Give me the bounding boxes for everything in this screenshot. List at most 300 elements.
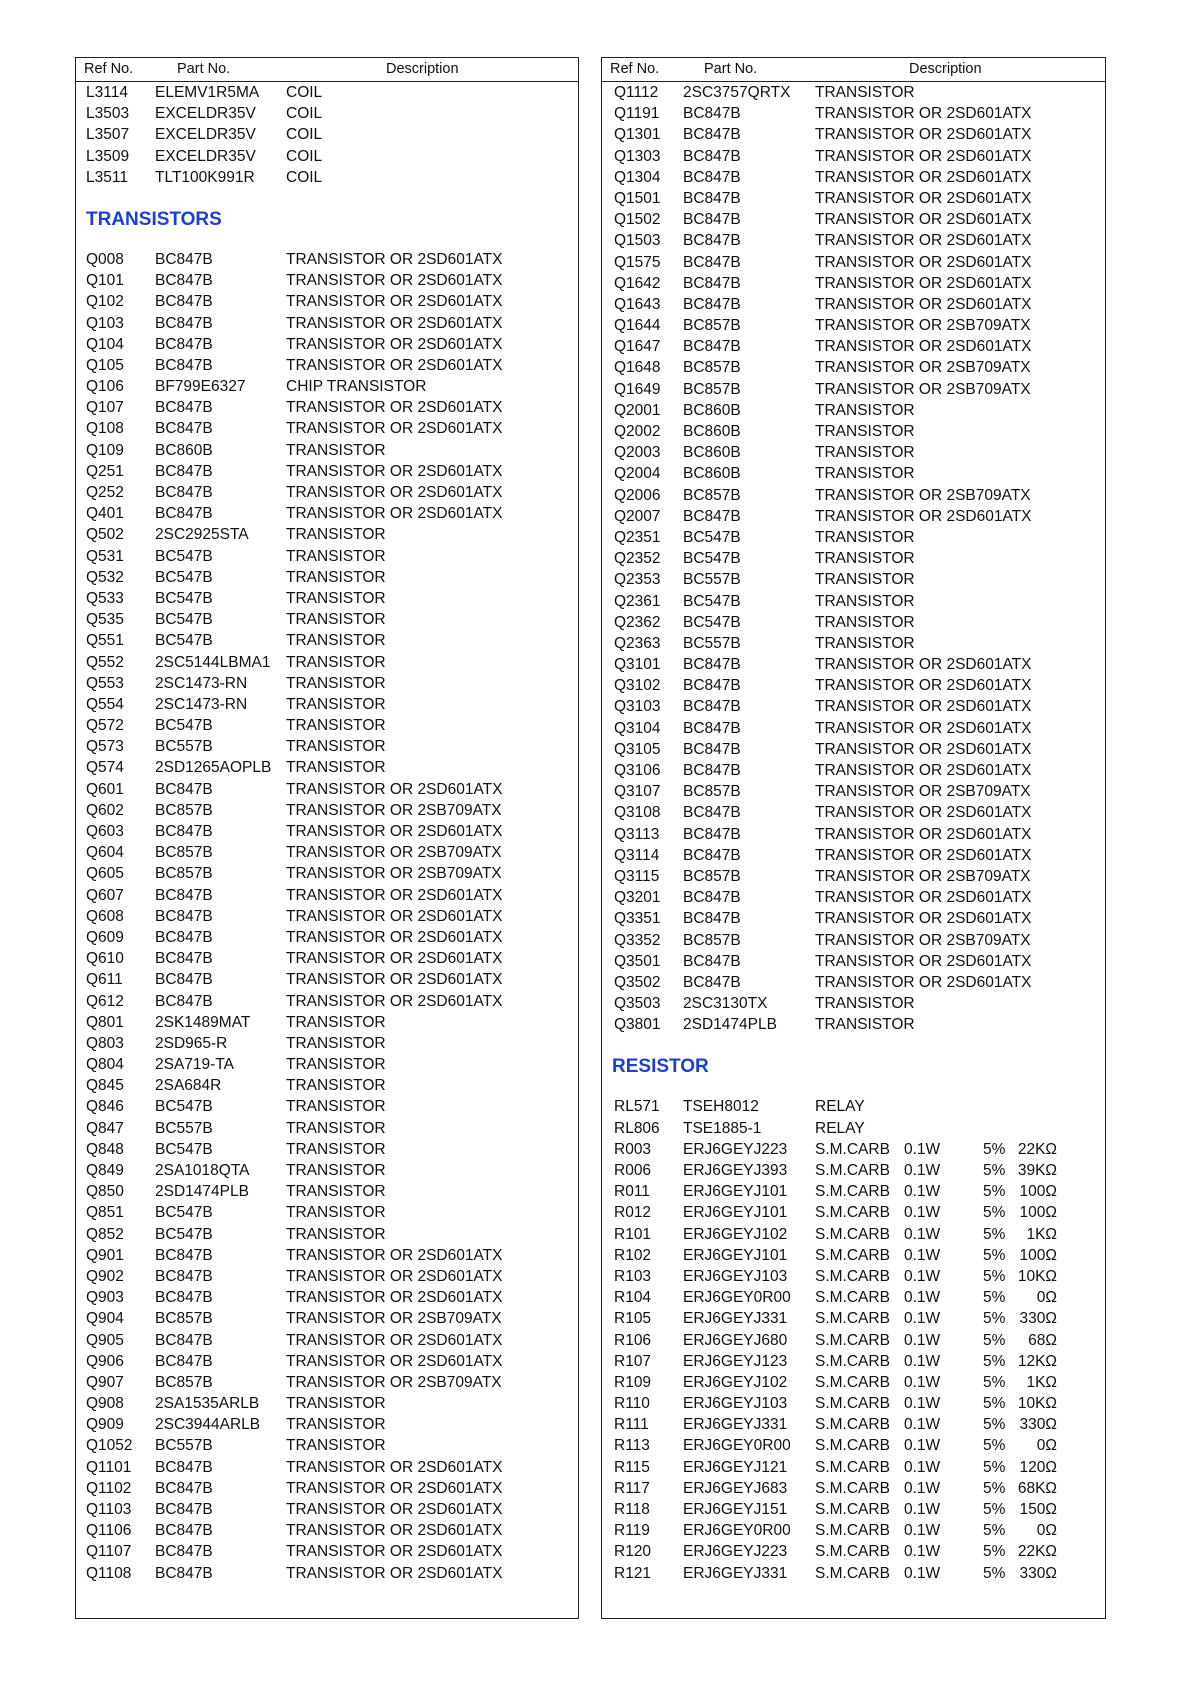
section-title-transistors: TRANSISTORS [86,208,222,230]
cell-ref: Q1643 [614,295,661,313]
cell-ref: Q803 [86,1034,124,1052]
cell-desc: TRANSISTOR OR 2SD601ATX [286,1522,503,1540]
table-row [602,188,1105,209]
cell-tol: 5% [983,1564,1006,1582]
cell-part: BC847B [155,505,213,523]
cell-desc: TRANSISTOR [286,1056,386,1074]
cell-ref: Q2361 [614,592,661,610]
cell-ref: R121 [614,1564,652,1582]
cell-desc: TRANSISTOR [286,717,386,735]
cell-part: BC847B [683,656,741,674]
cell-part: BC847B [155,1522,213,1540]
table-row [602,887,1105,908]
cell-desc: TRANSISTOR [286,738,386,756]
cell-ref: Q572 [86,717,124,735]
table-row [602,718,1105,739]
table-row [76,927,578,948]
table-row [602,845,1105,866]
table-row [76,1414,578,1435]
cell-desc: TRANSISTOR [286,1140,386,1158]
table-row [602,1330,1105,1351]
table-row [76,652,578,673]
cell-desc: TRANSISTOR [286,568,386,586]
cell-watt: 0.1W [904,1140,941,1158]
cell-watt: 0.1W [904,1416,941,1434]
table-row [602,739,1105,760]
cell-part: BC547B [155,717,213,735]
cell-part: BC847B [683,189,741,207]
cell-ref: R106 [614,1331,652,1349]
cell-part: BC847B [155,1267,213,1285]
cell-ref: Q3113 [614,825,660,843]
cell-part: EXCELDR35V [155,105,256,123]
cell-desc: TRANSISTOR [815,592,915,610]
cell-part: BC847B [155,1289,213,1307]
cell-desc: TRANSISTOR [286,1077,386,1095]
cell-part: BC857B [155,1373,213,1391]
cell-desc: TRANSISTOR [286,1437,386,1455]
table-row [602,294,1105,315]
cell-part: BC847B [155,950,213,968]
table-row [76,103,578,124]
cell-part: BC847B [683,126,741,144]
cell-ref: Q908 [86,1395,124,1413]
cell-part: ERJ6GEYJ331 [683,1416,788,1434]
cell-part: 2SA719-TA [155,1056,234,1074]
cell-ref: Q609 [86,928,124,946]
cell-val: 22KΩ [1017,1140,1057,1158]
cell-part: BC847B [155,399,213,417]
table-row [602,1563,1105,1584]
cell-desc: S.M.CARB [815,1225,890,1243]
cell-part: ERJ6GEY0R00 [683,1289,791,1307]
cell-ref: Q574 [86,759,124,777]
cell-part: ERJ6GEYJ103 [683,1267,788,1285]
cell-part: BC860B [683,401,741,419]
cell-ref: Q1107 [86,1543,132,1561]
table-row [602,1435,1105,1456]
cell-ref: Q1301 [614,126,661,144]
table-row [602,1160,1105,1181]
cell-ref: Q535 [86,611,124,629]
table-row [602,569,1105,590]
cell-desc: TRANSISTOR OR 2SB709ATX [286,844,502,862]
cell-part: 2SD1265AOPLB [155,759,272,777]
cell-desc: TRANSISTOR OR 2SD601ATX [286,1458,503,1476]
table-row [76,1457,578,1478]
cell-desc: RELAY [815,1098,865,1116]
cell-ref: Q603 [86,823,124,840]
cell-part: BC547B [155,589,213,607]
cell-val: 100Ω [1019,1204,1057,1222]
cell-watt: 0.1W [904,1204,941,1222]
cell-desc: TRANSISTOR OR 2SD601ATX [815,147,1032,165]
table-row [602,1541,1105,1562]
cell-watt: 0.1W [904,1289,941,1307]
cell-desc: TRANSISTOR OR 2SB709ATX [286,1310,502,1328]
cell-desc: S.M.CARB [815,1373,890,1391]
table-row [76,1181,578,1202]
cell-tol: 5% [983,1183,1006,1201]
table-row [602,103,1105,124]
cell-desc: TRANSISTOR [815,571,915,589]
cell-tol: 5% [983,1395,1006,1413]
cell-desc: TRANSISTOR OR 2SD601ATX [815,126,1032,144]
cell-part: BC557B [683,634,741,652]
table-row [602,146,1105,167]
cell-part: BC547B [683,550,741,568]
cell-part: ERJ6GEYJ102 [683,1373,788,1391]
cell-part: BC847B [683,846,741,864]
cell-ref: Q3102 [614,677,661,695]
table-row [76,736,578,757]
table-row [76,334,578,355]
table-row [602,1351,1105,1372]
cell-ref: Q851 [86,1204,124,1222]
cell-val: 39KΩ [1017,1162,1057,1179]
cell-ref: Q551 [86,632,124,650]
table-row [76,1118,578,1139]
cell-ref: Q607 [86,886,124,904]
cell-ref: Q532 [86,568,124,586]
cell-ref: R012 [614,1204,652,1222]
cell-desc: TRANSISTOR OR 2SD601ATX [815,698,1032,716]
table-row [602,866,1105,887]
header-description: Description [909,61,982,77]
cell-ref: Q852 [86,1225,124,1243]
cell-part: ERJ6GEYJ683 [683,1479,788,1497]
cell-ref: Q903 [86,1289,124,1307]
cell-desc: TRANSISTOR [815,528,915,546]
cell-part: BC847B [155,907,213,925]
table-header [76,58,578,82]
table-row [76,906,578,927]
cell-desc: TRANSISTOR OR 2SD601ATX [815,253,1032,271]
cell-desc: TRANSISTOR OR 2SD601ATX [815,762,1032,779]
cell-part: ELEMV1R5MA [155,84,260,101]
cell-desc: TRANSISTOR [286,1183,386,1201]
table-row [76,1435,578,1456]
cell-ref: Q2006 [614,486,661,504]
cell-desc: TRANSISTOR OR 2SD601ATX [815,889,1032,907]
cell-part: ERJ6GEYJ123 [683,1352,788,1370]
table-row [76,1139,578,1160]
cell-desc: TRANSISTOR [286,759,386,777]
cell-desc: TRANSISTOR OR 2SD601ATX [815,677,1032,695]
cell-part: BC847B [155,1564,213,1582]
cell-desc: TRANSISTOR OR 2SD601ATX [815,274,1032,292]
table-row [76,1096,578,1117]
cell-desc: TRANSISTOR OR 2SD601ATX [815,973,1032,991]
cell-part: BC847B [683,211,741,229]
table-row [602,1266,1105,1287]
cell-desc: TRANSISTOR [286,1013,386,1031]
table-row [602,1139,1105,1160]
cell-desc: TRANSISTOR OR 2SD601ATX [286,272,503,290]
cell-part: BC847B [683,762,741,779]
cell-desc: COIL [286,105,323,123]
cell-ref: Q2001 [614,401,661,419]
table-row [76,567,578,588]
cell-desc: TRANSISTOR OR 2SB709ATX [815,486,1031,504]
table-row [76,1393,578,1414]
table-row [76,1478,578,1499]
cell-ref: Q106 [86,378,124,396]
cell-ref: Q554 [86,695,124,713]
table-row [602,421,1105,442]
cell-tol: 5% [983,1225,1006,1243]
table-row [76,1075,578,1096]
cell-part: BC857B [683,380,741,398]
table-row [76,1245,578,1266]
cell-watt: 0.1W [904,1522,941,1540]
cell-val: 330Ω [1019,1416,1057,1434]
table-row [602,252,1105,273]
table-row [602,1245,1105,1266]
cell-part: 2SC3944ARLB [155,1416,261,1434]
cell-part: ERJ6GEYJ223 [683,1140,788,1158]
cell-ref: Q1108 [86,1564,132,1582]
cell-part: BC847B [155,1352,213,1370]
cell-desc: TRANSISTOR OR 2SD601ATX [286,1564,503,1582]
cell-ref: Q611 [86,971,123,989]
cell-part: TSE1885-1 [683,1119,762,1137]
table-row [76,249,578,270]
transistor-list [76,249,578,1584]
cell-ref: Q1649 [614,380,661,398]
cell-part: BC847B [683,295,741,313]
table-row [76,630,578,651]
cell-desc: S.M.CARB [815,1479,890,1497]
table-row [76,313,578,334]
cell-ref: Q552 [86,653,124,671]
cell-ref: Q008 [86,250,124,268]
cell-desc: S.M.CARB [815,1331,890,1349]
cell-ref: Q907 [86,1373,124,1391]
cell-ref: Q3502 [614,973,661,991]
cell-part: 2SA1535ARLB [155,1395,260,1413]
cell-part: BC847B [155,886,213,904]
cell-watt: 0.1W [904,1437,941,1455]
cell-ref: R107 [614,1352,652,1370]
table-row [76,167,578,188]
table-row [76,885,578,906]
cell-part: 2SC3130TX [683,995,768,1013]
header-part-no: Part No. [704,61,758,77]
cell-ref: Q605 [86,865,124,883]
table-row [76,673,578,694]
table-row [602,1393,1105,1414]
cell-desc: TRANSISTOR OR 2SD601ATX [286,484,503,501]
cell-ref: Q1106 [86,1522,132,1540]
cell-watt: 0.1W [904,1246,941,1264]
cell-val: 10KΩ [1017,1395,1057,1413]
cell-desc: S.M.CARB [815,1289,890,1307]
table-row [76,715,578,736]
cell-part: BC857B [155,801,213,819]
table-row [602,675,1105,696]
cell-ref: Q3103 [614,698,661,716]
cell-part: BC847B [683,274,741,292]
cell-watt: 0.1W [904,1162,941,1179]
table-row [602,1202,1105,1223]
cell-part: BC847B [155,356,213,374]
cell-desc: COIL [286,84,323,101]
cell-desc: S.M.CARB [815,1437,890,1455]
cell-ref: R110 [614,1395,650,1413]
table-row [76,588,578,609]
cell-desc: S.M.CARB [815,1204,890,1222]
cell-part: ERJ6GEYJ680 [683,1331,788,1349]
cell-watt: 0.1W [904,1501,941,1518]
cell-desc: TRANSISTOR [286,547,386,565]
cell-desc: TRANSISTOR OR 2SB709ATX [815,380,1031,398]
cell-desc: TRANSISTOR OR 2SD601ATX [815,168,1032,186]
cell-part: BF799E6327 [155,378,246,396]
cell-ref: Q845 [86,1077,124,1095]
table-row [602,654,1105,675]
cell-tol: 5% [983,1289,1006,1307]
cell-ref: L3503 [86,105,130,123]
cell-ref: Q901 [86,1246,124,1264]
table-row [76,418,578,439]
cell-desc: TRANSISTOR OR 2SD601ATX [815,232,1032,250]
cell-ref: Q2351 [614,528,661,546]
cell-part: 2SC1473-RN [155,674,248,692]
cell-ref: L3509 [86,147,130,165]
cell-ref: Q531 [86,547,124,565]
left-parts-table [75,57,579,1619]
table-row [602,82,1105,103]
table-row [602,824,1105,845]
cell-part: 2SD1474PLB [683,1016,777,1034]
cell-ref: Q849 [86,1162,124,1179]
table-row [602,972,1105,993]
cell-desc: TRANSISTOR [815,1016,915,1034]
table-row [76,503,578,524]
cell-ref: Q909 [86,1416,124,1434]
cell-part: EXCELDR35V [155,147,256,165]
table-row [602,209,1105,230]
cell-part: BC847B [155,823,213,840]
cell-part: BC847B [155,1543,213,1561]
cell-tol: 5% [983,1416,1006,1434]
cell-part: BC847B [155,250,213,268]
cell-ref: Q3201 [614,889,661,907]
cell-tol: 5% [983,1458,1006,1476]
cell-part: 2SK1489MAT [155,1013,251,1031]
cell-ref: Q2362 [614,613,661,631]
cell-tol: 5% [983,1437,1006,1455]
cell-ref: Q904 [86,1310,124,1328]
cell-val: 22KΩ [1017,1543,1057,1561]
cell-desc: TRANSISTOR OR 2SD601ATX [286,314,503,332]
cell-ref: Q252 [86,484,124,501]
cell-part: BC857B [683,359,741,377]
cell-desc: TRANSISTOR [286,1225,386,1243]
cell-tol: 5% [983,1543,1006,1561]
table-row [76,991,578,1012]
table-row [602,633,1105,654]
cell-part: BC547B [155,1140,213,1158]
cell-desc: S.M.CARB [815,1310,890,1328]
cell-val: 1KΩ [1026,1373,1057,1391]
cell-val: 100Ω [1019,1183,1057,1201]
cell-ref: Q610 [86,950,124,968]
cell-ref: Q251 [86,462,124,480]
cell-ref: R118 [614,1501,650,1518]
cell-ref: Q3501 [614,952,661,970]
cell-desc: TRANSISTOR OR 2SD601ATX [286,971,503,989]
cell-ref: Q602 [86,801,124,819]
cell-ref: Q108 [86,420,124,438]
cell-part: BC847B [683,507,741,525]
cell-tol: 5% [983,1310,1006,1328]
cell-desc: TRANSISTOR [815,613,915,631]
table-row [76,1520,578,1541]
cell-desc: TRANSISTOR OR 2SB709ATX [286,801,502,819]
table-row [602,612,1105,633]
cell-part: BC847B [683,338,741,356]
cell-desc: TRANSISTOR OR 2SD601ATX [815,910,1032,928]
cell-ref: Q573 [86,738,124,756]
cell-desc: TRANSISTOR OR 2SD601ATX [286,1501,503,1518]
cell-ref: Q3352 [614,931,661,949]
cell-tol: 5% [983,1204,1006,1222]
cell-desc: TRANSISTOR OR 2SD601ATX [815,189,1032,207]
cell-ref: Q3106 [614,762,661,779]
cell-part: TLT100K991R [155,168,255,186]
cell-ref: R011 [614,1183,650,1201]
cell-part: BC847B [155,1479,213,1497]
cell-ref: Q3503 [614,995,661,1013]
table-row [602,1181,1105,1202]
cell-part: 2SC5144LBMA1 [155,653,271,671]
table-row [76,1351,578,1372]
cell-ref: Q1052 [86,1437,133,1455]
cell-part: ERJ6GEYJ151 [683,1501,788,1518]
cell-part: BC847B [683,147,741,165]
cell-part: ERJ6GEYJ101 [683,1183,788,1201]
cell-part: BC557B [155,738,213,756]
cell-desc: TRANSISTOR [815,550,915,568]
table-row [76,355,578,376]
table-row [76,1033,578,1054]
cell-watt: 0.1W [904,1352,941,1370]
cell-desc: TRANSISTOR [286,1034,386,1052]
cell-ref: Q2352 [614,550,661,568]
table-row [602,1457,1105,1478]
cell-part: BC857B [683,931,741,949]
cell-ref: Q846 [86,1098,124,1116]
cell-ref: Q608 [86,907,124,925]
cell-desc: TRANSISTOR OR 2SD601ATX [286,992,503,1010]
cell-desc: TRANSISTOR OR 2SD601ATX [815,295,1032,313]
cell-desc: S.M.CARB [815,1267,890,1285]
table-row [76,82,578,103]
cell-desc: TRANSISTOR OR 2SD601ATX [286,293,503,311]
cell-desc: TRANSISTOR OR 2SD601ATX [286,907,503,925]
cell-desc: TRANSISTOR OR 2SD601ATX [286,823,503,840]
cell-watt: 0.1W [904,1183,941,1201]
cell-part: BC857B [683,783,741,801]
cell-desc: TRANSISTOR [286,526,386,544]
cell-desc: TRANSISTOR OR 2SD601ATX [286,462,503,480]
cell-ref: R113 [614,1437,650,1455]
table-row [602,802,1105,823]
table-row [602,548,1105,569]
table-row [76,842,578,863]
